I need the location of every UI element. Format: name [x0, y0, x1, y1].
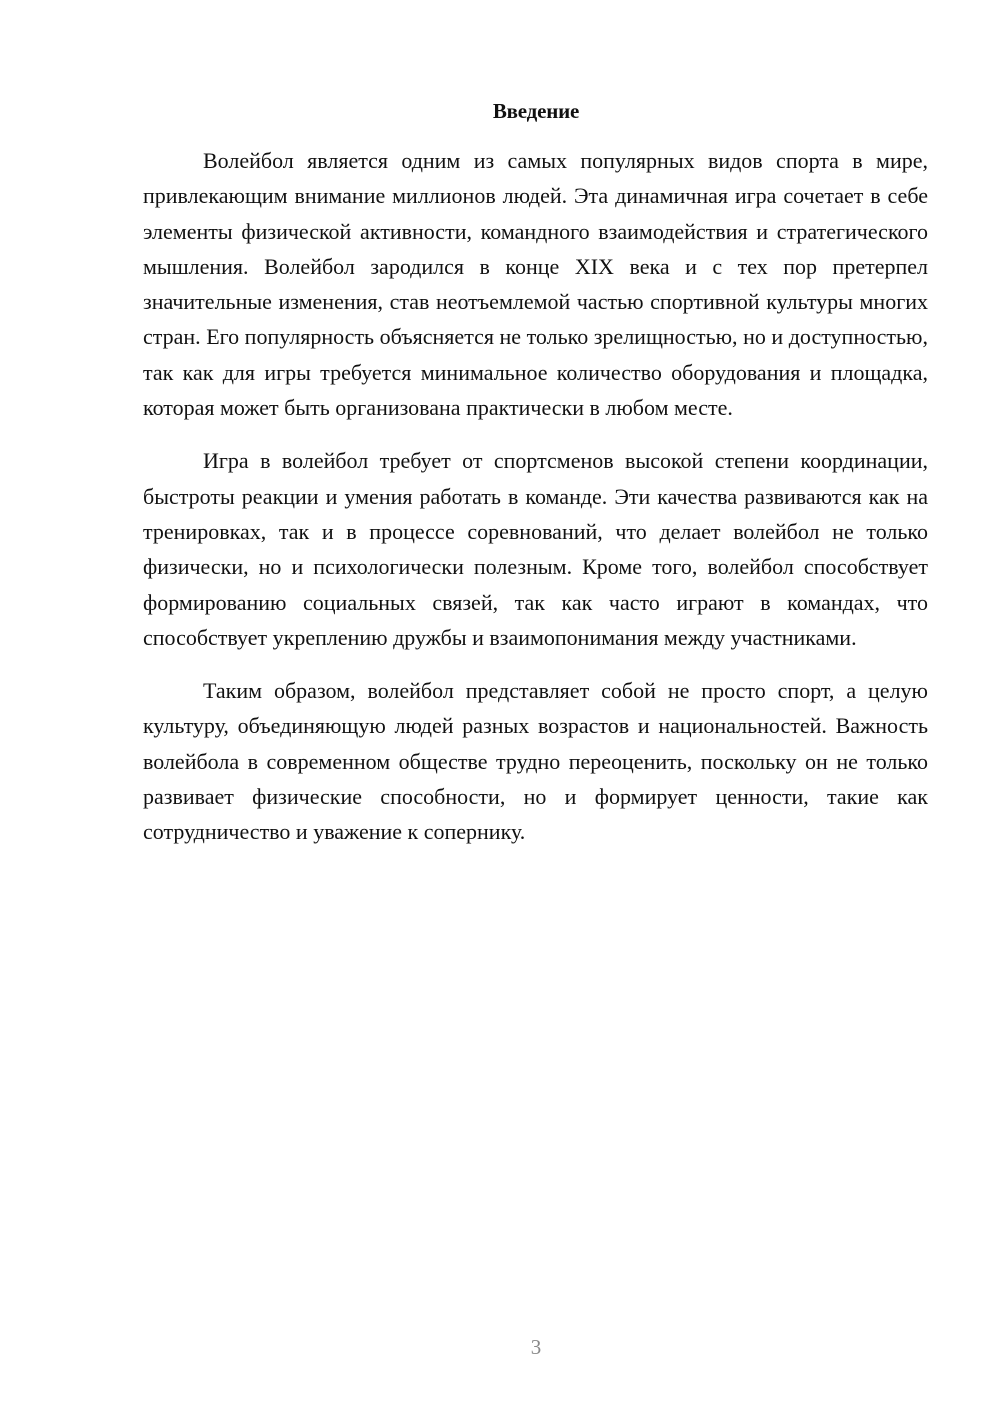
page-number: 3 — [530, 1335, 542, 1359]
paragraph-3: Таким образом, волейбол представляет собой не просто спорт, а целую культуру, объединяющую людей разных возрастов и национальностей. Важность волейбола в современном обществе трудно переоценить, поскольку он не только развивает физические способности, но и формирует ценности, такие как сотрудничество и уважение к сопернику. — [143, 678, 928, 845]
body-text — [143, 143, 928, 868]
paragraph-2: Игра в волейбол требует от спортсменов высокой степени координации, быстроты реакции и умения работать в команде. Эти качества развиваются как на тренировках, так и в процессе соревнований, что делает волейбол не только физически, но и психологически полезным. Кроме того, волейбол способствует формированию социальных связей, так как часто играют в командах, что способствует укреплению дружбы и взаимопонимания между участниками. — [143, 448, 928, 650]
paragraph-1: Волейбол является одним из самых популярных видов спорта в мире, привлекающим внимание миллионов людей. Эта динамичная игра сочетает в себе элементы физической активности, командного взаимодействия и стратегического мышления. Волейбол зародился в конце XIX века и с тех пор претерпел значительные изменения, став неотъемлемой частью спортивной культуры многих стран. Его популярность объясняется не только зрелищностью, но и доступностью, так как для игры требуется минимальное количество оборудования и площадка, которая может быть организована практически в любом месте. — [143, 148, 928, 421]
section-title: Введение — [492, 99, 580, 123]
